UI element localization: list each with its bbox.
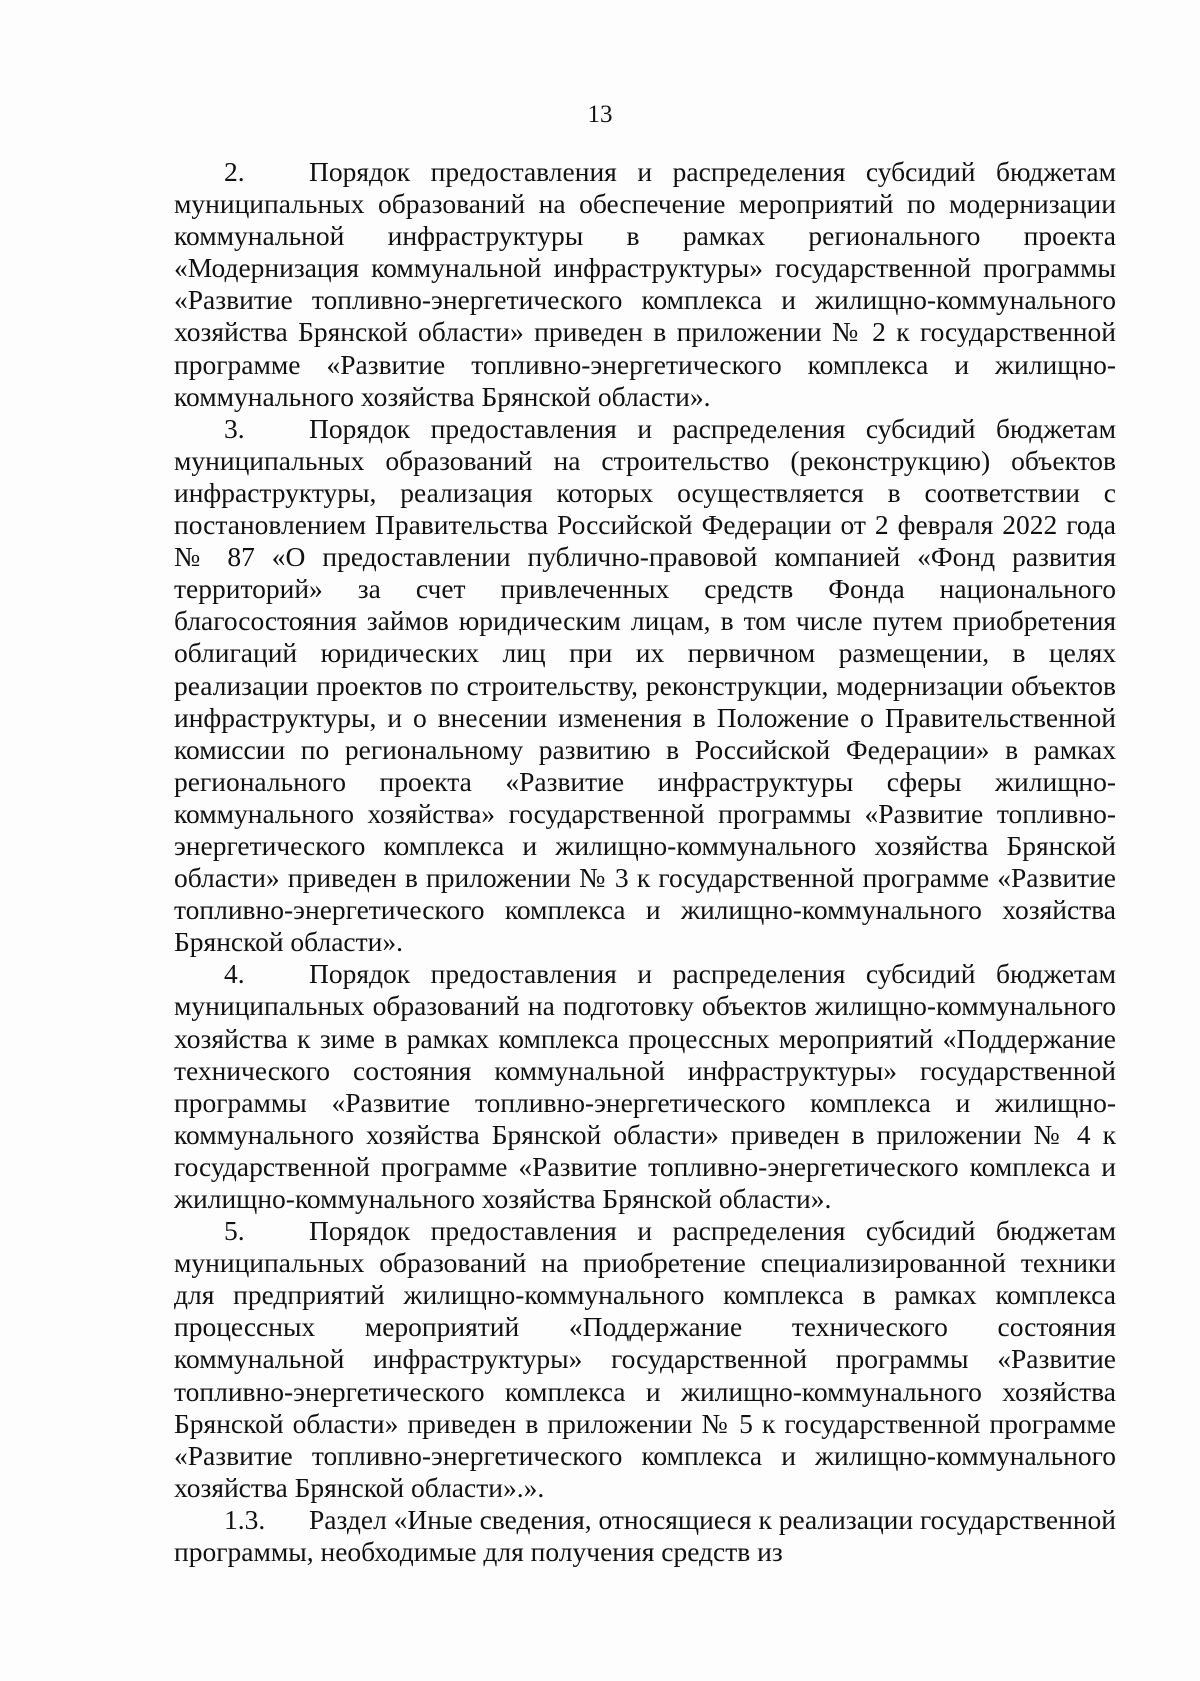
- paragraph-text: Порядок предоставления и распределения субсидий бюджетам муниципальных образований на обеспечение мероприятий по модернизации коммунальной инфраструктуры в рамках регионального проекта «Модернизация коммунальной инфраструктуры» государственной программы «Развитие топливно-энергетического комплекса и жилищно-коммунального хозяйства Брянской области» приведен в приложении № 2 к государственной программе «Развитие топливно-энергетического комплекса и жилищно-коммунального хозяйства Брянской области».: [174, 156, 1116, 412]
- paragraph-number: 5.: [224, 1215, 245, 1247]
- document-body: [174, 156, 1116, 1568]
- paragraph-item-5: [174, 1215, 1116, 1504]
- paragraph-number: 1.3.: [224, 1503, 266, 1535]
- paragraph-item-1-3: [174, 1504, 1116, 1568]
- paragraph-item-4: [174, 958, 1116, 1215]
- page-number: 13: [587, 101, 613, 128]
- paragraph-text: Порядок предоставления и распределения субсидий бюджетам муниципальных образований на подготовку объектов жилищно-коммунального хозяйства к зиме в рамках комплекса процессных мероприятий «Поддержание технического состояния коммунальной инфраструктуры» государственной программы «Развитие топливно-энергетического комплекса и жилищно-коммунального хозяйства Брянской области» приведен в приложении № 4 к государственной программе «Развитие топливно-энергетического комплекса и жилищно-коммунального хозяйства Брянской области».: [174, 958, 1116, 1214]
- paragraph-number: 3.: [224, 412, 245, 444]
- paragraph-text: Порядок предоставления и распределения субсидий бюджетам муниципальных образований на приобретение специализированной техники для предприятий жилищно-коммунального комплекса в рамках комплекса процессных мероприятий «Поддержание технического состояния коммунальной инфраструктуры» государственной программы «Развитие топливно-энергетического комплекса и жилищно-коммунального хозяйства Брянской области» приведен в приложении № 5 к государственной программе «Развитие топливно-энергетического комплекса и жилищно-коммунального хозяйства Брянской области».».: [174, 1215, 1116, 1503]
- paragraph-text: Раздел «Иные сведения, относящиеся к реализации государственной программы, необходимые для получения средств из: [174, 1503, 1116, 1568]
- paragraph-number: 2.: [224, 156, 245, 187]
- paragraph-text: Порядок предоставления и распределения субсидий бюджетам муниципальных образований на строительство (реконструкцию) объектов инфраструктуры, реализация которых осуществляется в соответствии с постановлением Правительства Российской Федерации от 2 февраля 2022 года № 87 «О предоставлении публично-правовой компанией «Фонд развития территорий» за счет привлеченных средств Фонда национального благосостояния займов юридическим лицам, в том числе путем приобретения облигаций юридических лиц при их первичном размещении, в целях реализации проектов по строительству, реконструкции, модернизации объектов инфраструктуры, и о внесении изменения в Положение о Правительственной комиссии по региональному развитию в Российской Федерации» в рамках регионального проекта «Развитие инфраструктуры сферы жилищно-коммунального хозяйства» государственной программы «Развитие топливно-энергетического комплекса и жилищно-коммунального хозяйства Брянской области» приведен в приложении № 3 к государственной программе «Развитие топливно-энергетического комплекса и жилищно-коммунального хозяйства Брянской области».: [174, 412, 1116, 958]
- paragraph-item-3: [174, 413, 1116, 959]
- paragraph-item-2: [174, 156, 1116, 413]
- paragraph-number: 4.: [224, 958, 245, 990]
